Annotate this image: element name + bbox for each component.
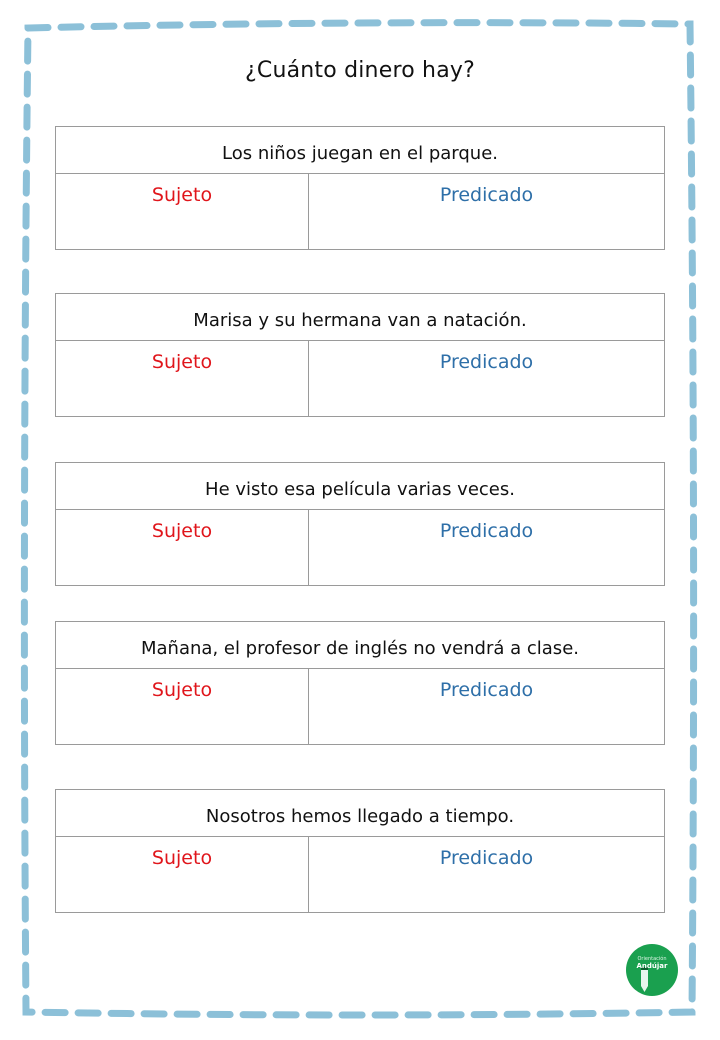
predicado-cell[interactable] [309, 669, 664, 744]
sentence-text: Los niños juegan en el parque. [56, 127, 664, 174]
predicado-cell[interactable] [309, 510, 664, 585]
logo-text-small: Orientación [637, 956, 667, 962]
sentence-card [55, 462, 665, 586]
sentence-text: Mañana, el profesor de inglés no vendrá a clase. [56, 622, 664, 669]
sentence-card [55, 126, 665, 250]
predicado-cell[interactable] [309, 341, 664, 416]
orientacion-andujar-logo [626, 944, 678, 996]
predicado-label: Predicado [439, 847, 534, 869]
logo-text-big: Andújar [636, 962, 668, 970]
pencil-icon [626, 944, 678, 996]
page-title: ¿Cuánto dinero hay? [245, 58, 475, 83]
answer-row [56, 837, 664, 912]
predicado-label: Predicado [439, 184, 534, 206]
sentence-text: He visto esa película varias veces. [56, 463, 664, 510]
sentence-text: Nosotros hemos llegado a tiempo. [56, 790, 664, 837]
answer-row [56, 174, 664, 249]
predicado-label: Predicado [439, 351, 534, 373]
sujeto-label: Sujeto [151, 184, 213, 206]
predicado-cell[interactable] [309, 837, 664, 912]
sujeto-label: Sujeto [151, 679, 213, 701]
sujeto-cell[interactable] [56, 669, 309, 744]
answer-row [56, 341, 664, 416]
answer-row [56, 669, 664, 744]
sujeto-label: Sujeto [151, 520, 213, 542]
sentence-text: Marisa y su hermana van a natación. [56, 294, 664, 341]
predicado-label: Predicado [439, 520, 534, 542]
predicado-label: Predicado [439, 679, 534, 701]
sujeto-cell[interactable] [56, 510, 309, 585]
sujeto-cell[interactable] [56, 341, 309, 416]
sujeto-cell[interactable] [56, 837, 309, 912]
sujeto-label: Sujeto [151, 847, 213, 869]
predicado-cell[interactable] [309, 174, 664, 249]
sentence-card [55, 789, 665, 913]
sujeto-cell[interactable] [56, 174, 309, 249]
sentence-card [55, 293, 665, 417]
sentence-card [55, 621, 665, 745]
sujeto-label: Sujeto [151, 351, 213, 373]
answer-row [56, 510, 664, 585]
